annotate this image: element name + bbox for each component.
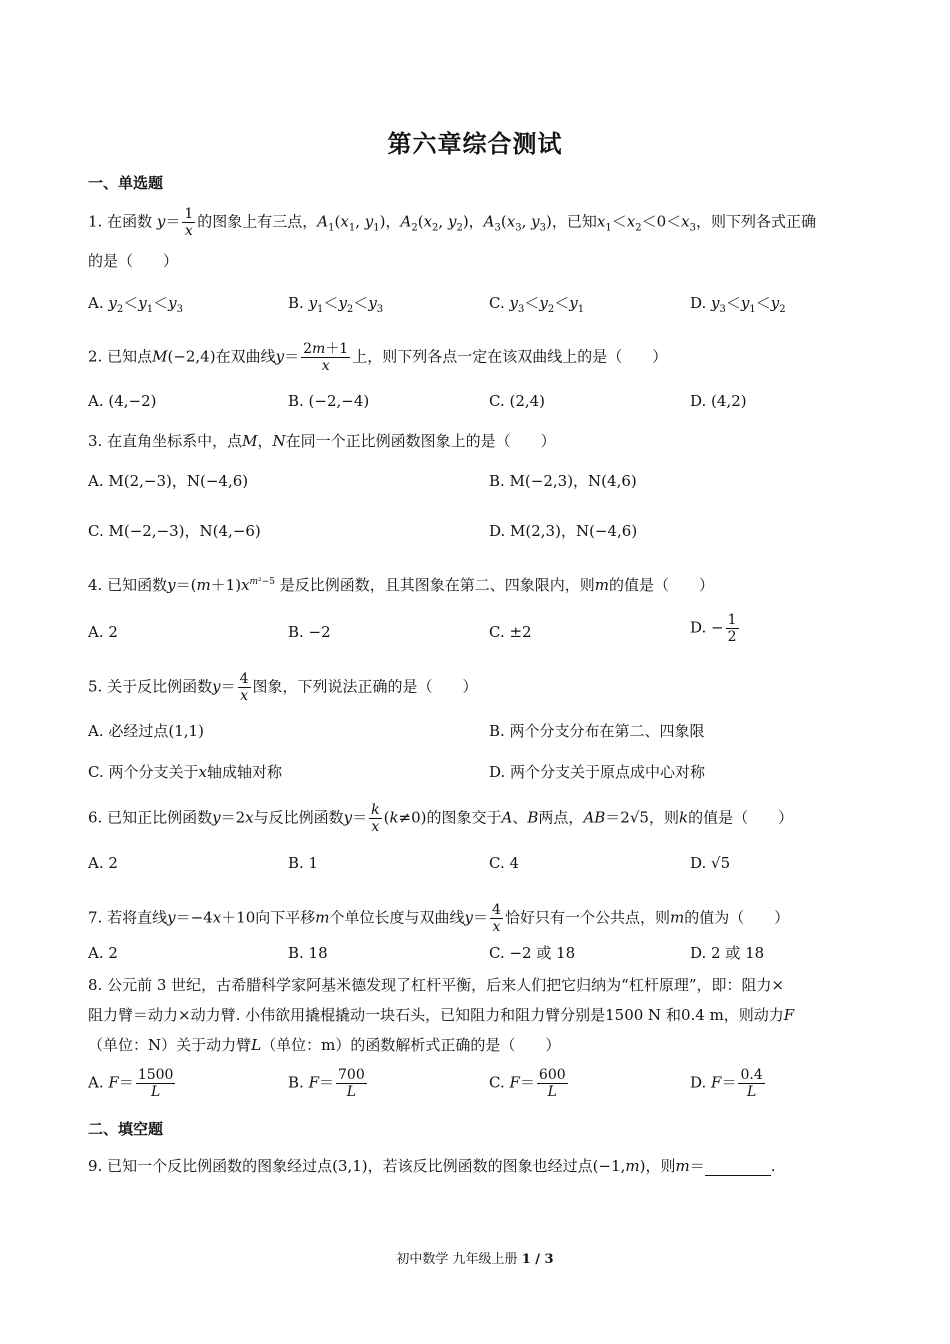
q1-option-c: C. $y_3<y_2<y_1$: [489, 294, 585, 315]
section-heading-single-choice: 一、单选题: [88, 174, 164, 192]
question-2: 2. 已知点M(−2,4)在双曲线y＝ $\frac{2m+1}{x}$ 上，则下列各点一定在该双曲线上的是（ ）: [88, 341, 668, 374]
q2-option-a: A. (4,−2): [88, 392, 157, 410]
q7-option-b: B. 18: [288, 944, 328, 962]
q2-option-d: D. (4,2): [690, 392, 747, 410]
q8-option-c: C. F＝ $\frac{600}{L}$: [489, 1067, 566, 1100]
q4-option-d: D. − $\frac{1}{2}$: [690, 612, 737, 645]
question-1: 1. 在函数 y＝ $\frac{1}{x}$ 的图象上有三点，$A_1(x_1$, $y_1$)，$A_2(x_2$, $y_2$)，$A_3(x_3$, $y_3$)，已知$x_1<x_2<0<x_3$，则下列各式正确: [88, 206, 816, 239]
q7-option-d: D. 2 或 18: [690, 944, 765, 962]
question-8-line2: 阻力臂＝动力×动力臂. 小伟欲用撬棍撬动一块石头，已知阻力和阻力臂分别是1500 N 和0.4 m，则动力F: [88, 1006, 795, 1024]
q3-option-d: D. M(2,3)，N(−4,6): [489, 522, 638, 540]
question-9: 9. 已知一个反比例函数的图象经过点(3,1)，若该反比例函数的图象也经过点(−1,m)，则m＝ .: [88, 1157, 776, 1175]
q4-option-b: B. −2: [288, 623, 331, 641]
q6-option-a: A. 2: [88, 854, 118, 872]
q8-option-d: D. F＝ $\frac{0.4}{L}$: [690, 1067, 763, 1100]
q2-option-b: B. (−2,−4): [288, 392, 370, 410]
q3-option-b: B. M(−2,3)，N(4,6): [489, 472, 637, 490]
section-heading-fill-blank: 二、填空题: [88, 1120, 164, 1138]
q4-option-a: A. 2: [88, 623, 118, 641]
answer-blank[interactable]: [705, 1161, 771, 1176]
q5-option-c: C. 两个分支关于x轴成轴对称: [88, 763, 282, 781]
question-6: 6. 已知正比例函数y＝2x与反比例函数y＝ $\frac{k}{x}$ (k≠0)的图象交于A、B两点，AB＝2√5，则k的值是（ ）: [88, 802, 794, 835]
q8-option-b: B. F＝ $\frac{700}{L}$: [288, 1067, 365, 1100]
q1-option-a: A. $y_2<y_1<y_3$: [88, 294, 183, 315]
q1-option-d: D. $y_3<y_1<y_2$: [690, 294, 786, 315]
question-3: 3. 在直角坐标系中，点M，N在同一个正比例函数图象上的是（ ）: [88, 432, 556, 450]
q7-option-c: C. −2 或 18: [489, 944, 576, 962]
page-number: 1 / 3: [521, 1252, 554, 1267]
q6-option-d: D. √5: [690, 854, 731, 872]
question-1-line2: 的是（ ）: [88, 252, 179, 270]
q5-option-d: D. 两个分支关于原点成中心对称: [489, 763, 706, 781]
question-8-line1: 8. 公元前 3 世纪，古希腊科学家阿基米德发现了杠杆平衡，后来人们把它归纳为“杠杆原理”，即：阻力×: [88, 976, 785, 994]
q7-option-a: A. 2: [88, 944, 118, 962]
question-8-line3: （单位：N）关于动力臂L（单位：m）的函数解析式正确的是（ ）: [88, 1036, 561, 1054]
q5-option-b: B. 两个分支分布在第二、四象限: [489, 722, 705, 740]
q5-option-a: A. 必经过点(1,1): [88, 722, 204, 740]
q6-option-b: B. 1: [288, 854, 319, 872]
q8-option-a: A. F＝ $\frac{1500}{L}$: [88, 1067, 174, 1100]
q4-option-c: C. ±2: [489, 623, 532, 641]
question-5: 5. 关于反比例函数y＝ $\frac{4}{x}$ 图象，下列说法正确的是（ ）: [88, 671, 478, 704]
q3-option-a: A. M(2,−3)，N(−4,6): [88, 472, 249, 490]
q2-option-c: C. (2,4): [489, 392, 546, 410]
q6-option-c: C. 4: [489, 854, 520, 872]
page-title: 第六章综合测试: [387, 129, 563, 158]
q1-option-b: B. $y_1<y_2<y_3$: [288, 294, 384, 315]
page-footer: 初中数学 九年级上册 1 / 3: [396, 1252, 554, 1267]
question-4: 4. 已知函数$y=(m+1)x^{m^2-5}$ 是反比例函数，且其图象在第二、四象限内，则m的值是（ ）: [88, 576, 715, 594]
q3-option-c: C. M(−2,−3)，N(4,−6): [88, 522, 261, 540]
question-7: 7. 若将直线y＝−4x＋10向下平移m个单位长度与双曲线y＝ $\frac{4}{x}$ 恰好只有一个公共点，则m的值为（ ）: [88, 902, 790, 935]
